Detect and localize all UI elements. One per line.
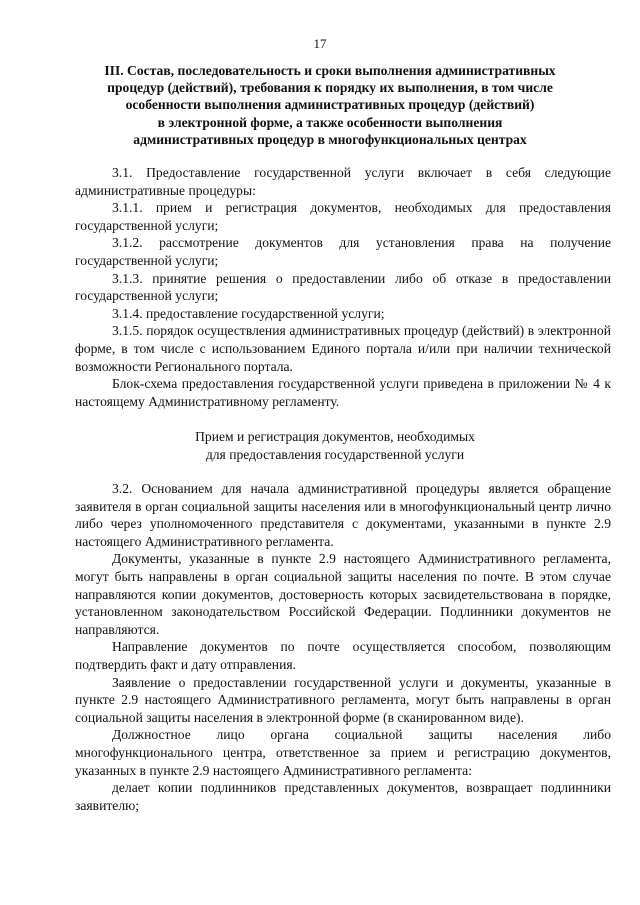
paragraph-postal-documents: Документы, указанные в пункте 2.9 настоящего Административного регламента, могут быть направлены в орган социальной защиты населения по почте. В этом случае направляются копии документов, достоверность которых засвидетельствована в порядке, установленном законодательством Российской Федерации. Подлинники документов не направляются. <box>75 551 611 637</box>
paragraph-electronic-form: Заявление о предоставлении государственной услуги и документы, указанные в пункте 2.9 настоящего Административного регламента, могут быть направлены в орган социальной защиты населения в электронной форме (в сканированном виде). <box>75 674 611 725</box>
page-number: 17 <box>313 36 327 51</box>
subsection-heading-line: для предоставления государственной услуги <box>205 446 465 462</box>
paragraph-copies: делает копии подлинников представленных документов, возвращает подлинники заявителю; <box>75 780 611 813</box>
paragraph-3-2: 3.2. Основанием для начала административной процедуры является обращение заявителя в орган социальной защиты населения или в многофункциональный центр лично либо через уполномоченного представителя с документами, указанными в пункте 2.9 настоящего Административного регламента. <box>75 481 611 549</box>
section-heading-line: административных процедур в многофункциональных центрах <box>133 131 527 147</box>
paragraph-3-1: 3.1. Предоставление государственной услуги включает в себя следующие административные процедуры: <box>75 165 611 198</box>
paragraph-official: Должностное лицо органа социальной защиты населения либо многофункционального центра, ответственное за прием и регистрацию документов, указанных в пункте 2.9 настоящего Административного регламента: <box>75 727 611 778</box>
paragraph-3-1-5: 3.1.5. порядок осуществления административных процедур (действий) в электронной форме, в том числе с использованием Единого портала и/или при наличии технической возможности Регионального портала. <box>75 323 611 374</box>
section-heading-line: III. Состав, последовательность и сроки выполнения административных <box>104 63 556 78</box>
paragraph-3-1-2: 3.1.2. рассмотрение документов для установления права на получение государственной услуги; <box>75 235 611 268</box>
paragraph-3-1-4: 3.1.4. предоставление государственной услуги; <box>112 305 385 321</box>
paragraph-postal-method: Направление документов по почте осуществляется способом, позволяющим подтвердить факт и дату отправления. <box>75 639 611 672</box>
section-heading <box>60 62 600 148</box>
section-heading-line: в электронной форме, а также особенности выполнения <box>157 114 503 130</box>
paragraph-3-1-3: 3.1.3. принятие решения о предоставлении либо об отказе в предоставлении государственной услуги; <box>75 270 611 304</box>
paragraph-3-1-1: 3.1.1. прием и регистрация документов, необходимых для предоставления государственной услуги; <box>75 200 611 233</box>
procedures-list <box>75 164 611 410</box>
reception-section <box>75 480 611 814</box>
paragraph-block-scheme: Блок-схема предоставления государственной услуги приведена в приложении № 4 к настоящему Административному регламенту. <box>75 376 611 409</box>
subsection-heading-line: Прием и регистрация документов, необходимых <box>195 429 475 444</box>
section-heading-line: особенности выполнения административных процедур (действий) <box>125 97 535 113</box>
subsection-heading <box>60 428 610 463</box>
section-heading-line: процедур (действий), требования к порядку их выполнения, в том числе <box>107 80 553 96</box>
